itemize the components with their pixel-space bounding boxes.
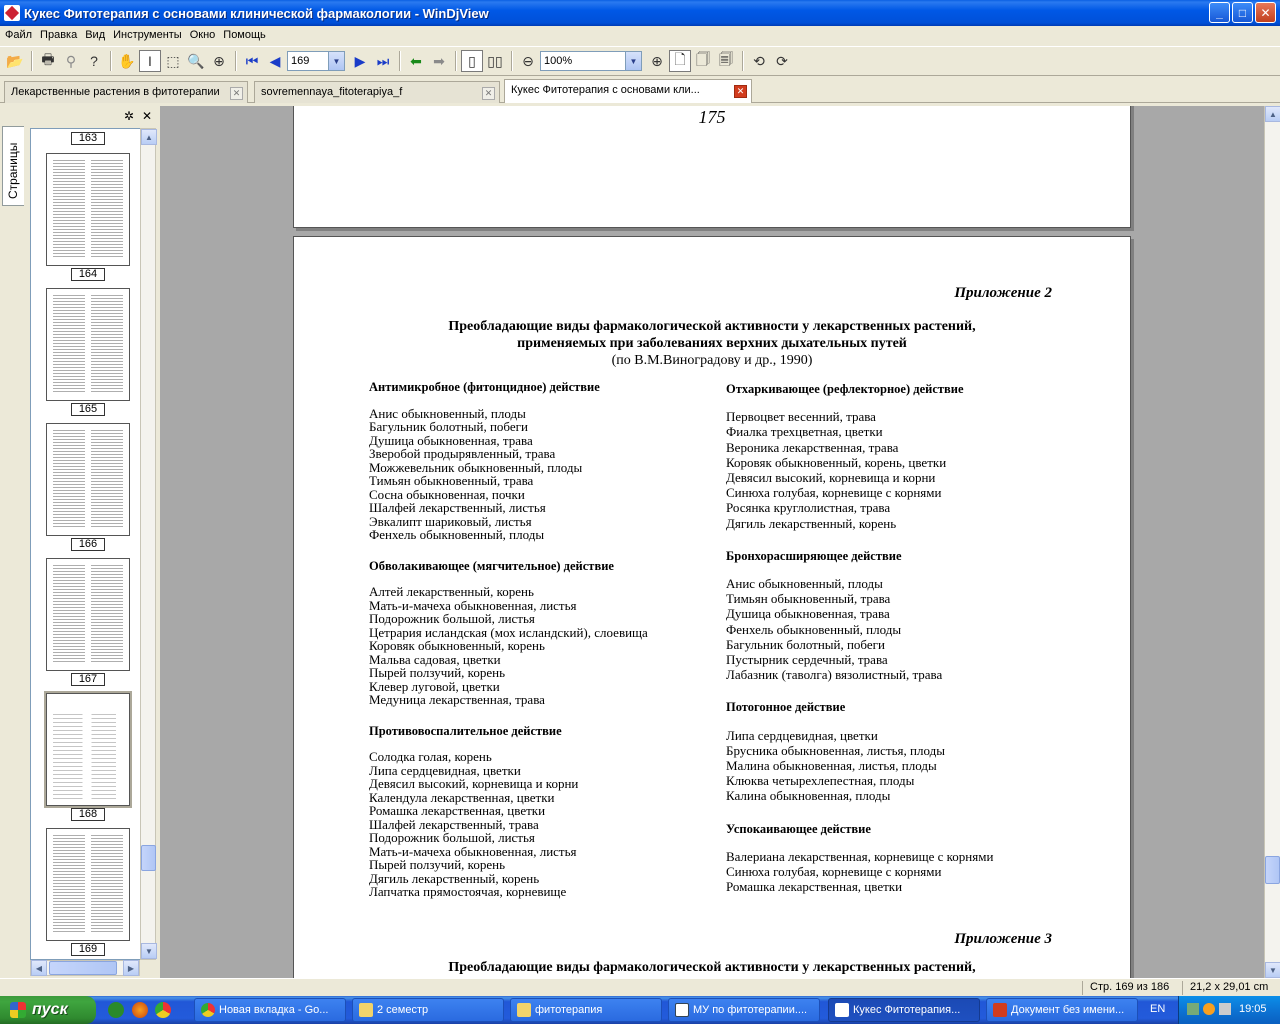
page-thumbnail[interactable] <box>46 423 130 536</box>
plant-line: Клевер луговой, цветки <box>369 678 500 694</box>
sidebar-header <box>26 106 156 126</box>
thumbnail-horizontal-scrollbar[interactable] <box>30 960 140 976</box>
scrollbar-thumb[interactable] <box>141 845 156 871</box>
appendix-3-title: Преобладающие виды фармакологической активности у лекарственных растений, <box>448 960 976 975</box>
toolbar <box>0 46 1280 76</box>
activity-group <box>726 382 1066 531</box>
title-bar <box>0 0 1280 26</box>
tab-close-icon[interactable]: ✕ <box>734 85 747 98</box>
activity-group <box>726 549 1066 683</box>
system-tray <box>1178 996 1280 1024</box>
maximize-button[interactable]: □ <box>1232 2 1253 23</box>
plant-line: Лапчатка прямостоячая, корневище <box>369 884 567 899</box>
rect-select-icon[interactable]: ⬚ <box>166 52 180 69</box>
plant-line: Календула лекарственная, цветки <box>369 789 555 805</box>
single-page-icon[interactable]: 🗋 <box>669 50 691 72</box>
menu-window[interactable]: Окно <box>189 29 216 41</box>
task-label: фитотерапия <box>535 1004 603 1016</box>
tab-lekarstvennye-rasteniya[interactable] <box>4 81 248 103</box>
two-page-icon[interactable]: ▯▯ <box>487 52 503 69</box>
plant-line: Синюха голубая, корневище с корнями <box>726 864 942 880</box>
plant-line: Ромашка лекарственная, цветки <box>369 803 546 818</box>
scroll-down-icon[interactable]: ▼ <box>141 943 157 959</box>
zoom-value: 100% <box>544 55 573 67</box>
page-thumbnail[interactable] <box>46 828 130 941</box>
plant-line: Зверобой продырявленный, трава <box>369 446 556 461</box>
thumbnail-text <box>53 714 123 799</box>
page-thumb-label[interactable]: 164 <box>71 268 105 281</box>
plant-line: Тимьян обыкновенный, трава <box>726 591 891 607</box>
plant-line: Первоцвет весенний, трава <box>726 409 876 425</box>
zoom-out-icon[interactable]: ⊖ <box>522 52 534 69</box>
plant-line: Шалфей лекарственный, трава <box>369 816 539 832</box>
scroll-up-icon[interactable]: ▲ <box>1265 106 1280 122</box>
plant-line: Липа сердцевидная, цветки <box>369 762 521 778</box>
activity-group <box>369 560 709 707</box>
thumbnail-text <box>53 430 123 529</box>
activity-group <box>726 822 1066 895</box>
menu-bar <box>0 26 1280 44</box>
plant-line: Алтей лекарственный, корень <box>369 584 534 599</box>
page-thumb-label[interactable]: 163 <box>71 132 105 145</box>
plant-line: Синюха голубая, корневище с корнями <box>726 485 942 501</box>
plant-line: Багульник болотный, побеги <box>726 636 885 652</box>
utorrent-icon[interactable] <box>108 1002 124 1018</box>
group-heading: Отхаркивающее (рефлекторное) действие <box>726 382 964 396</box>
plant-line: Пырей ползучий, корень <box>369 857 505 872</box>
appendix-2-label: Приложение 2 <box>954 285 1052 301</box>
toolbar-separator <box>742 51 744 71</box>
document-tabs <box>0 79 1280 103</box>
menu-file[interactable]: Файл <box>5 29 33 41</box>
close-button[interactable]: ✕ <box>1255 2 1276 23</box>
menu-help[interactable]: Помощь <box>223 29 266 41</box>
group-heading: Противовоспалительное действие <box>369 723 562 738</box>
appendix-2-title <box>294 318 1130 369</box>
activity-group <box>369 725 709 899</box>
plant-line: Лабазник (таволга) вязолистный, трава <box>726 667 943 683</box>
plant-line: Душица обыкновенная, трава <box>369 432 533 448</box>
page-thumbnail[interactable] <box>46 693 130 806</box>
plant-line: Подорожник большой, листья <box>369 611 535 626</box>
task-label: Кукес Фитотерапия... <box>853 1004 961 1016</box>
plant-line: Багульник болотный, побеги <box>369 419 528 434</box>
folder-icon <box>517 1003 531 1017</box>
plant-line: Клюква четырехлепестная, плоды <box>726 773 915 789</box>
thumbnail-text <box>53 160 123 259</box>
plant-line: Дягиль лекарственный, корень <box>369 870 540 886</box>
status-divider <box>1082 981 1083 995</box>
rotate-right-icon[interactable]: ⟳ <box>776 52 788 69</box>
task-label: 2 семестр <box>377 1004 429 1016</box>
document-vertical-scrollbar[interactable] <box>1264 106 1280 978</box>
page-thumbnail[interactable] <box>46 288 130 401</box>
plant-line: Пырей ползучий, корень <box>369 665 505 680</box>
window-title: Кукес Фитотерапия с основами клинической фармакологии - WinDjView <box>24 5 489 21</box>
back-icon[interactable]: ⬅ <box>410 52 422 69</box>
plant-line: Эвкалипт шариковый, листья <box>369 513 532 529</box>
scroll-down-icon[interactable]: ▼ <box>1265 962 1280 978</box>
group-heading: Успокаивающее действие <box>726 821 871 836</box>
plant-line: Фенхель обыкновенный, плоды <box>369 527 545 542</box>
folder-icon <box>359 1003 373 1017</box>
continuous-icon[interactable]: 🗍 <box>696 51 710 67</box>
status-bar <box>0 978 1280 996</box>
thumbnails-sidebar <box>26 106 156 978</box>
group-heading: Антимикробное (фитонцидное) действие <box>369 380 600 394</box>
page-number-value: 169 <box>291 55 310 67</box>
document-icon <box>993 1003 1007 1017</box>
task-google-docs[interactable] <box>986 998 1138 1022</box>
page-size-info: 21,2 x 29,01 cm <box>1190 981 1269 993</box>
first-page-icon[interactable]: ⏮ <box>245 52 259 69</box>
page-thumb-label[interactable]: 166 <box>71 538 105 551</box>
group-heading: Бронхорасширяющее действие <box>726 548 902 563</box>
thumbnail-vertical-scrollbar[interactable] <box>140 128 156 960</box>
page-thumb-label[interactable]: 169 <box>71 943 105 956</box>
prev-page-icon[interactable]: ◀ <box>269 52 281 69</box>
plant-line: Мальва садовая, цветки <box>369 651 501 667</box>
page-thumbnail[interactable] <box>46 558 130 671</box>
plant-line: Фиалка трехцветная, цветки <box>726 424 883 440</box>
tab-close-icon[interactable]: ✕ <box>482 87 495 100</box>
page-thumbnail[interactable] <box>46 153 130 266</box>
menu-view[interactable]: Вид <box>85 29 106 41</box>
minimize-button[interactable]: _ <box>1209 2 1230 23</box>
windows-logo-icon <box>10 1002 26 1018</box>
group-heading: Потогонное действие <box>726 700 846 715</box>
print-icon[interactable]: 🖶 <box>41 51 55 67</box>
tab-close-icon[interactable]: ✕ <box>230 87 243 100</box>
page-number: 175 <box>698 107 726 127</box>
last-page-icon[interactable]: ⏭ <box>376 52 390 69</box>
activity-group <box>369 381 709 542</box>
hand-icon[interactable]: ✋ <box>118 52 136 69</box>
page-175 <box>293 106 1131 228</box>
find-icon[interactable]: ⚲ <box>65 52 77 69</box>
usb-icon[interactable] <box>1187 1003 1199 1015</box>
task-label: МУ по фитотерапии.... <box>693 1004 808 1016</box>
scroll-up-icon[interactable]: ▲ <box>141 129 157 145</box>
plant-line: Брусника обыкновенная, листья, плоды <box>726 742 945 758</box>
facing-icon[interactable]: 🗐 <box>719 51 733 67</box>
chrome-icon[interactable] <box>155 1002 171 1018</box>
select-icon[interactable]: I <box>139 50 161 72</box>
window-controls <box>1209 2 1276 23</box>
plant-line: Девясил высокий, корневища и корни <box>726 470 936 486</box>
title-line: (по В.М.Виноградову и др., 1990) <box>611 353 813 368</box>
status-divider <box>1182 981 1183 995</box>
plant-line: Анис обыкновенный, плоды <box>369 405 526 421</box>
clock: 19:05 <box>1239 1003 1267 1015</box>
tab-sovremennaya-fitoterapiya[interactable] <box>254 81 500 103</box>
plant-line: Душица обыкновенная, трава <box>726 606 890 622</box>
scroll-left-icon[interactable]: ◀ <box>31 960 47 976</box>
plant-line: Малина обыкновенная, листья, плоды <box>726 758 937 774</box>
page-info: Стр. 169 из 186 <box>1090 981 1170 993</box>
start-button[interactable] <box>0 996 96 1024</box>
right-column <box>726 382 1066 912</box>
thumbnail-text <box>53 565 123 664</box>
zoom-in-icon[interactable]: ⊕ <box>651 52 663 69</box>
fit-page-icon[interactable]: ▯ <box>461 50 483 72</box>
plant-line: Тимьян обыкновенный, трава <box>369 473 534 488</box>
thumbnail-text <box>53 295 123 394</box>
left-column <box>369 381 709 917</box>
rotate-left-icon[interactable]: ⟲ <box>753 52 765 69</box>
plant-line: Цетрария исландская (мох исландский), слоевища <box>369 624 648 640</box>
plant-line: Медуница лекарственная, трава <box>369 692 545 707</box>
plant-line: Сосна обыкновенная, почки <box>369 486 525 502</box>
plant-line: Пустырник сердечный, трава <box>726 652 888 668</box>
zoom-icon[interactable]: 🔍 <box>187 52 205 69</box>
title-line: Преобладающие виды фармакологической активности у лекарственных растений, <box>448 319 976 334</box>
document-view[interactable] <box>160 106 1264 978</box>
toolbar-separator <box>399 51 401 71</box>
activity-group <box>726 700 1066 803</box>
group-heading: Обволакивающее (мягчительное) действие <box>369 558 614 573</box>
plant-line: Дягиль лекарственный, корень <box>726 515 897 531</box>
plant-line: Шалфей лекарственный, листья <box>369 500 546 515</box>
windjview-app-icon <box>835 1003 849 1017</box>
plant-line: Валериана лекарственная, корневище с корнями <box>726 848 994 864</box>
tab-label: Кукес Фитотерапия с основами кли... <box>511 84 700 96</box>
toolbar-separator <box>511 51 513 71</box>
close-icon[interactable]: ✕ <box>141 109 152 123</box>
page-number-combo[interactable] <box>287 51 345 71</box>
menu-tools[interactable]: Инструменты <box>113 29 182 41</box>
plant-line: Калина обыкновенная, плоды <box>726 788 891 804</box>
zoom-rect-icon[interactable]: ⊕ <box>213 52 225 69</box>
task-folder-semestr[interactable] <box>352 998 504 1022</box>
forward-icon[interactable]: ➡ <box>433 52 445 69</box>
sidebar-tab-pages[interactable] <box>2 126 24 206</box>
plant-line: Липа сердцевидная, цветки <box>726 727 878 743</box>
scrollbar-thumb[interactable] <box>49 961 117 975</box>
plant-line: Солодка голая, корень <box>369 749 492 764</box>
menu-edit[interactable]: Правка <box>40 29 78 41</box>
chevron-down-icon[interactable]: ▼ <box>328 52 344 70</box>
page-thumb-label[interactable]: 168 <box>71 808 105 821</box>
firefox-icon[interactable] <box>132 1002 148 1018</box>
toolbar-separator <box>235 51 237 71</box>
task-folder-fitoterapiya[interactable] <box>510 998 662 1022</box>
zoom-combo[interactable] <box>540 51 642 71</box>
language-indicator[interactable]: EN <box>1150 1003 1166 1015</box>
volume-icon[interactable] <box>1219 1003 1231 1015</box>
tab-kukes-fitoterapiya[interactable] <box>504 79 752 103</box>
page-176 <box>293 236 1131 978</box>
toolbar-separator <box>455 51 457 71</box>
plant-line: Можжевельник обыкновенный, плоды <box>369 459 583 475</box>
plant-line: Росянка круглолистная, трава <box>726 500 891 516</box>
next-page-icon[interactable]: ▶ <box>354 52 366 69</box>
task-word-document[interactable] <box>668 998 820 1022</box>
thumbnail-text <box>53 835 123 934</box>
plant-line: Коровяк обыкновенный, корень, цветки <box>726 454 947 470</box>
taskbar <box>0 996 1280 1024</box>
tray-app-icon[interactable] <box>1203 1003 1215 1015</box>
start-label: пуск <box>32 1001 68 1018</box>
windjview-app-icon <box>4 5 20 21</box>
title-line: применяемых при заболеваниях верхних дыхательных путей <box>517 336 907 351</box>
toolbar-separator <box>31 51 33 71</box>
plant-line: Мать-и-мачеха обыкновенная, листья <box>369 843 577 859</box>
task-windjview[interactable] <box>828 998 980 1022</box>
plant-line: Фенхель обыкновенный, плоды <box>726 621 902 637</box>
task-chrome[interactable] <box>194 998 346 1022</box>
plant-line: Коровяк обыкновенный, корень <box>369 638 545 653</box>
page-thumb-label[interactable]: 165 <box>71 403 105 416</box>
plant-line: Ромашка лекарственная, цветки <box>726 879 903 895</box>
tab-label: sovremennaya_fitoterapiya_f <box>261 86 403 98</box>
thumbnail-list <box>30 128 142 960</box>
plant-line: Подорожник большой, листья <box>369 830 535 845</box>
page-thumb-label[interactable]: 167 <box>71 673 105 686</box>
open-icon[interactable]: 📂 <box>6 52 24 69</box>
settings-icon[interactable]: ✲ <box>123 109 134 123</box>
chrome-icon <box>201 1003 215 1017</box>
sidebar-tab-label: Страницы <box>6 142 20 199</box>
task-label: Новая вкладка - Go... <box>219 1004 329 1016</box>
help-icon[interactable]: ? <box>90 53 98 69</box>
task-label: Документ без имени... <box>1011 1004 1125 1016</box>
chevron-down-icon[interactable]: ▼ <box>625 52 641 70</box>
document-icon <box>675 1003 689 1017</box>
plant-line: Мать-и-мачеха обыкновенная, листья <box>369 597 577 613</box>
plant-line: Девясил высокий, корневища и корни <box>369 776 579 791</box>
tab-label: Лекарственные растения в фитотерапии <box>11 86 220 98</box>
appendix-3-label: Приложение 3 <box>954 931 1052 947</box>
scroll-right-icon[interactable]: ▶ <box>123 960 139 976</box>
plant-line: Вероника лекарственная, трава <box>726 439 899 455</box>
toolbar-separator <box>110 51 112 71</box>
plant-line: Анис обыкновенный, плоды <box>726 576 883 592</box>
scrollbar-thumb[interactable] <box>1265 856 1280 884</box>
